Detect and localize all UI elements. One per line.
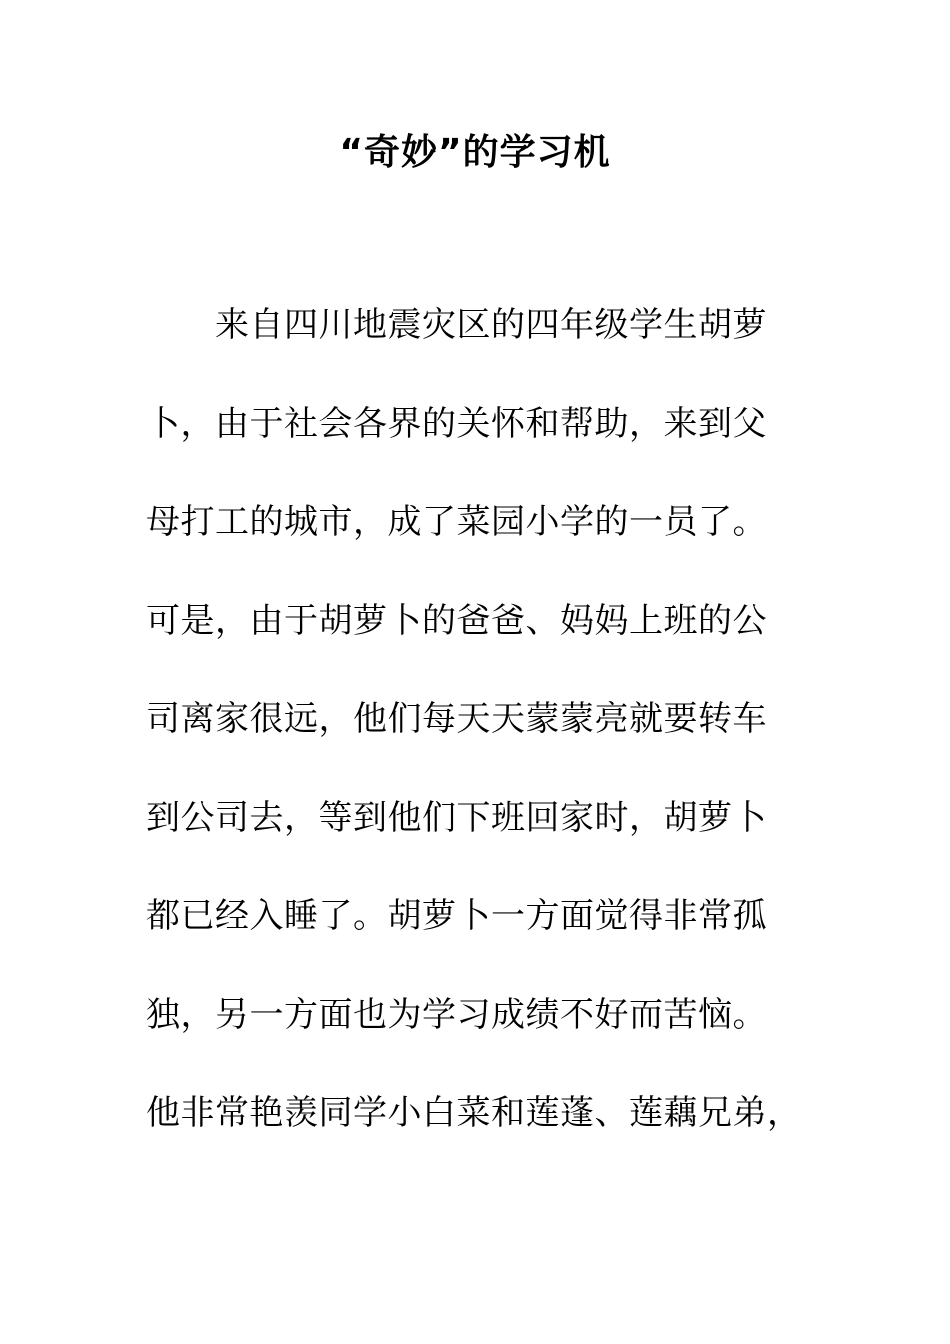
- paragraph-line: 到公司去，等到他们下班回家时，胡萝卜: [146, 797, 767, 838]
- paragraph-line: 来自四川地震灾区的四年级学生胡萝: [146, 305, 767, 345]
- paragraph-line: 卜，由于社会各界的关怀和帮助，来到父: [146, 403, 767, 444]
- paragraph-line: 他非常艳羡同学小白菜和莲蓬、莲藕兄弟，: [146, 1093, 802, 1133]
- paragraph-line: 独，另一方面也为学习成绩不好而苦恼。: [146, 994, 767, 1035]
- paragraph-line: 司离家很远，他们每天天蒙蒙亮就要转车: [146, 699, 767, 739]
- document-body: [146, 300, 846, 1187]
- document-title: “奇妙”的学习机: [339, 132, 611, 173]
- paragraph-line: 母打工的城市，成了菜园小学的一员了。: [146, 502, 767, 542]
- paragraph-line: 可是，由于胡萝卜的爸爸、妈妈上班的公: [146, 600, 767, 641]
- paragraph-line: 都已经入睡了。胡萝卜一方面觉得非常孤: [146, 896, 767, 936]
